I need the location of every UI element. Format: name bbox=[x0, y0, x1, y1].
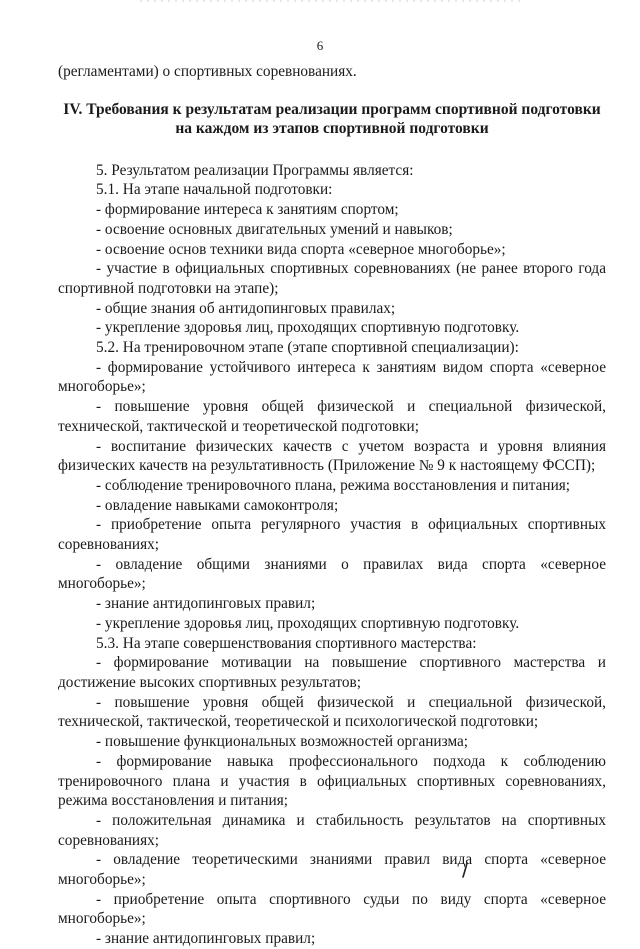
list-item: - повышение уровня общей физической и специальной физической, технической, тактической и теоретической подготовки; bbox=[58, 398, 606, 435]
paragraph: 5.2. На тренировочном этапе (этапе спортивной специализации): bbox=[96, 339, 519, 357]
signature-mark bbox=[461, 862, 471, 878]
list-item: - повышение функциональных возможностей организма; bbox=[96, 733, 469, 751]
list-item: - формирование мотивации на повышение спортивного мастерства и достижение высоких спортивных результатов; bbox=[58, 654, 606, 691]
list-item: - приобретение опыта регулярного участия в официальных спортивных соревнованиях; bbox=[58, 516, 606, 554]
list-item: - знание антидопинговых правил; bbox=[96, 595, 316, 613]
paragraph: 5. Результатом реализации Программы является: bbox=[96, 161, 414, 179]
scan-artifact-dots bbox=[0, 0, 640, 6]
list-item: - освоение основ техники вида спорта «северное многоборье»; bbox=[96, 240, 506, 258]
section-heading-line-2: на каждом из этапов спортивной подготовки bbox=[175, 120, 489, 138]
list-item: - положительная динамика и стабильность результатов на спортивных соревнованиях; bbox=[58, 811, 606, 849]
list-item: - соблюдение тренировочного плана, режима восстановления и питания; bbox=[96, 476, 571, 494]
paragraph: 5.3. На этапе совершенствования спортивного мастерства: bbox=[96, 634, 477, 652]
paragraph: 5.1. На этапе начальной подготовки: bbox=[96, 181, 333, 199]
list-item: - формирование навыка профессионального подхода к соблюдению тренировочного плана и участия в официальных спортивных соревнованиях, режима восстановления и питания; bbox=[58, 752, 606, 810]
list-item: - общие знания об антидопинговых правилах; bbox=[96, 299, 396, 317]
list-item: - приобретение опыта спортивного судьи по виду спорта «северное многоборье»; bbox=[58, 890, 606, 928]
list-item: - участие в официальных спортивных соревнованиях (не ранее второго года спортивной подготовки на этапе); bbox=[58, 260, 606, 297]
list-item: - овладение навыками самоконтроля; bbox=[96, 496, 339, 514]
section-heading-line-1: IV. Требования к результатам реализации программ спортивной подготовки bbox=[63, 100, 601, 118]
list-item: - овладение общими знаниями о правилах вида спорта «северное многоборье»; bbox=[58, 555, 606, 593]
document-body bbox=[58, 62, 606, 949]
section-heading bbox=[58, 100, 606, 139]
list-item: - воспитание физических качеств с учетом возраста и уровня влияния физических качеств на результативность (Приложение № 9 к настоящему ФССП); bbox=[58, 437, 606, 475]
list-item: - повышение уровня общей физической и специальной физической, технической, тактической, теоретической и психологической подготовки; bbox=[58, 693, 606, 731]
list-item: - знание антидопинговых правил; bbox=[96, 930, 316, 948]
list-item: - формирование устойчивого интереса к занятиям видом спорта «северное многоборье»; bbox=[58, 358, 606, 396]
list-item: - овладение теоретическими знаниями правил вида спорта «северное многоборье»; bbox=[58, 851, 606, 889]
list-item: - формирование интереса к занятиям спортом; bbox=[96, 201, 399, 219]
page-number: 6 bbox=[316, 38, 324, 53]
list-item: - освоение основных двигательных умений и навыков; bbox=[96, 220, 453, 238]
list-item: - укрепление здоровья лиц, проходящих спортивную подготовку. bbox=[96, 319, 520, 337]
continuation-line: (регламентами) о спортивных соревнованиях. bbox=[58, 63, 357, 80]
list-item: - укрепление здоровья лиц, проходящих спортивную подготовку. bbox=[96, 614, 520, 632]
